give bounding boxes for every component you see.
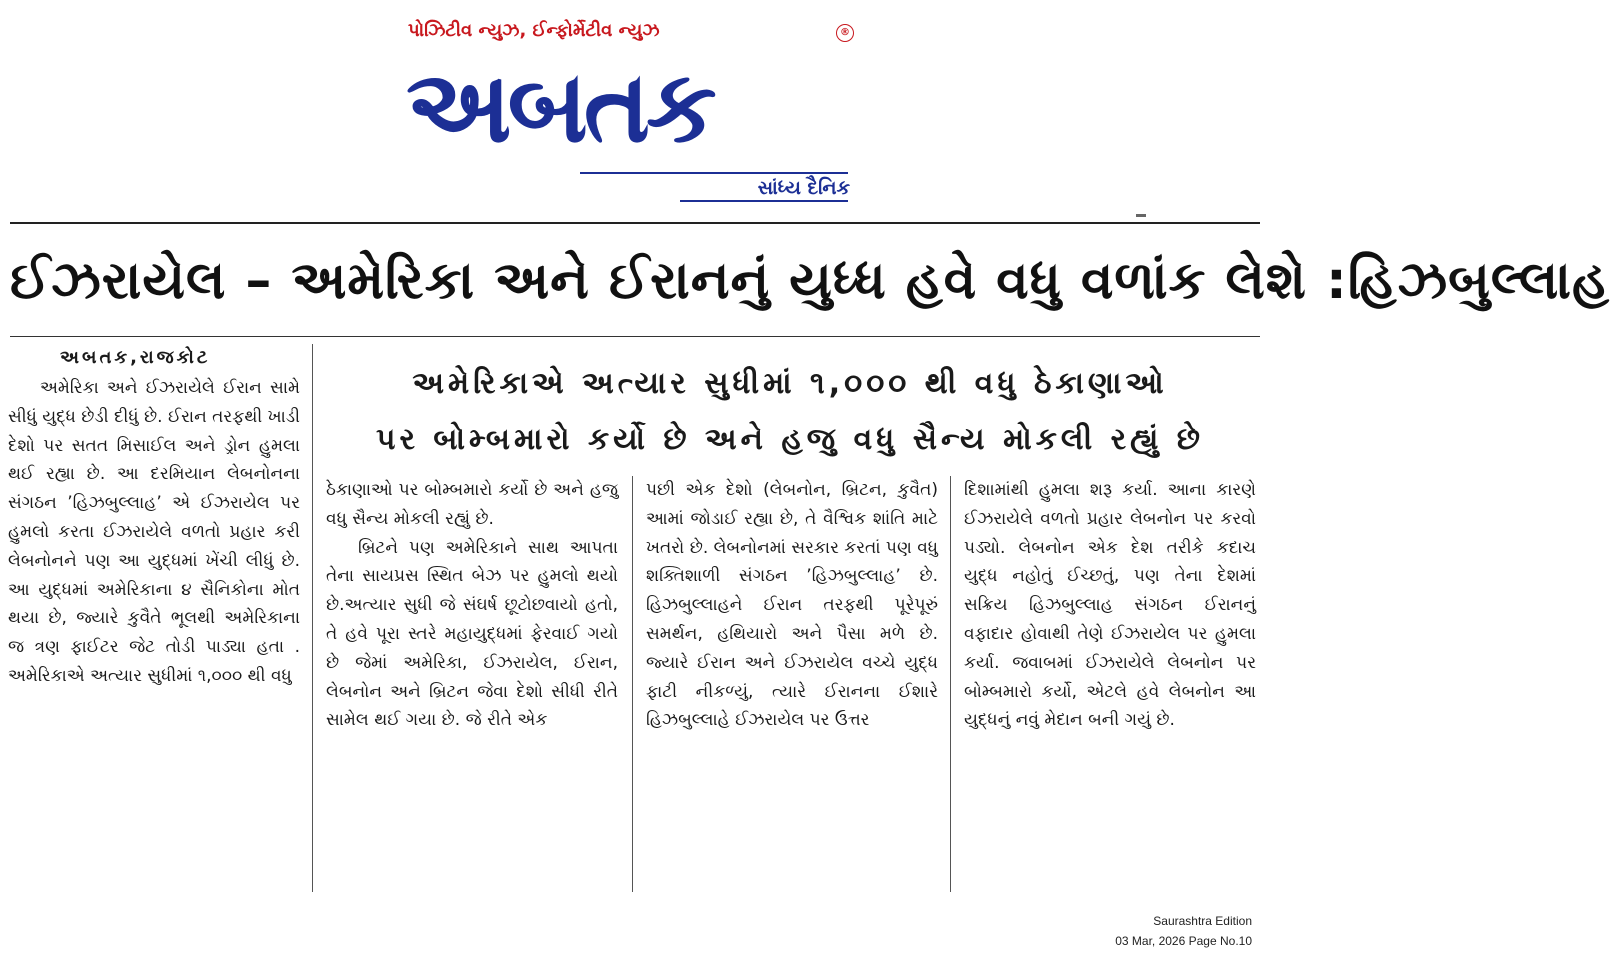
paragraph: પછી એક દેશો (લેબનોન, બ્રિટન, કુવૈત) આમાં જોડાઈ રહ્યા છે, તે વૈશ્વિક શાંતિ માટે ખતરો છે. લેબનોનમાં સરકાર કરતાં પણ વધુ શક્તિશાળી સંગઠન ’હિઝબુલ્લાહ’ છે. હિઝબુલ્લાહને ઈરાન તરફથી પૂરેપૂરું સમર્થન, હથિયારો અને પૈસા મળે છે. જ્યારે ઈરાન અને ઈઝરાયેલ વચ્ચે યુદ્ધ ફાટી નીકળ્યું, ત્યારે ઈરાનના ઈશારે હિઝબુલ્લાહે ઈઝરાયેલ પર ઉત્તર [646,480,938,731]
paragraph-text: અમેરિકા અને ઈઝરાયેલે ઈરાન સામે સીધું યુદ્ધ છેડી દીધું છે. ઈરાન તરફથી ખાડી દેશો પર સતત મિસાઈલ અને ડ્રોન હુમલા થઈ રહ્યા છે. આ દરમિયાન લેબનોનના સંગઠન ’હિઝબુલ્લાહ’ એ ઈઝરાયેલ પર હુમલો કરતા ઈઝરાયેલે વળતો પ્રહાર કરી લેબનોનને પણ આ યુદ્ધમાં ખેંચી લીધું છે. આ યુદ્ધમાં અમેરિકાના ૪ સૈનિકોના મોત થયા છે, જ્યારે કુવૈતે ભૂલથી અમેરિકાના જ ત્રણ ફાઈટર જેટ તોડી પાડ્યા હતા . અમેરિકાએ અત્યાર સુધીમાં ૧,૦૦૦ થી વધુ [8,378,300,686]
column-divider [312,344,313,892]
headline-divider [10,336,1260,337]
top-divider [10,222,1260,224]
subheadline-line-2: પર બોમ્બમારો કર્યો છે અને હજુ વધુ સૈન્ય મોકલી રહ્યું છે [375,422,1205,457]
article-headline: ઈઝરાયેલ – અમેરિકા અને ઈરાનનું યુધ્ધ હવે વધુ વળાંક લેશે :હિઝબુલ્લાહ [10,251,1610,311]
article-column-4 [964,476,1256,892]
paragraph: ઠેકાણાઓ પર બોમ્બમારો કર્યો છે અને હજુ વધુ સૈન્ય મોકલી રહ્યું છે. [326,480,618,529]
article-column-3 [646,476,938,892]
article-byline: અબતક,રાજકોટ [60,347,211,368]
corner-mark [1136,214,1146,217]
masthead-subtitle: સાંધ્ય દૈનિક [757,177,850,199]
column-divider [632,476,633,892]
subheadline-line-1: અમેરિકાએ અત્યાર સુધીમાં ૧,૦૦૦ થી વધુ ઠેકાણાઓ [412,366,1168,401]
paragraph-text: બ્રિટને પણ અમેરિકાને સાથ આપતા તેના સાયપ્રસ સ્થિત બેઝ પર હુમલો થયો છે.અત્યાર સુધી જે સંઘર્ષ છૂટોછવાયો હતો, તે હવે પૂરા સ્તરે મહાયુદ્ધમાં ફેરવાઈ ગયો છે જેમાં અમેરિકા, ઈઝરાયેલ, ઈરાન, લેબનોન અને બ્રિટન જેવા દેશો સીધી રીતે સામેલ થઈ ગયા છે. જે રીતે એક [326,537,618,731]
paragraph [8,374,300,691]
masthead [0,0,1261,222]
masthead-tagline: પોઝિટીવ ન્યુઝ, ઈન્ફોર્મેટીવ ન્યુઝ [408,20,660,41]
column-divider [950,476,951,892]
paragraph: દિશામાંથી હુમલા શરૂ કર્યા. આના કારણે ઈઝરાયેલે વળતો પ્રહાર લેબનોન પર કરવો પડ્યો. લેબનોન એક દેશ તરીકે કદાચ યુદ્ધ નહોતું ઈચ્છતું, પણ તેના દેશમાં સક્રિય હિઝબુલ્લાહ સંગઠન ઈરાનનું વફાદાર હોવાથી તેણે ઈઝરાયેલ પર હુમલા કર્યા. જવાબમાં ઈઝરાયેલે લેબનોન પર બોમ્બમારો કર્યો, એટલે હવે લેબનોન આ યુદ્ધનું નવું મેદાન બની ગયું છે. [964,480,1256,731]
logo-underline [580,172,848,174]
newspaper-logo: અબતક [406,48,713,165]
edition-label: Saurashtra Edition [1153,914,1252,928]
page-info: 03 Mar, 2026 Page No.10 [1115,934,1252,948]
paragraph [326,534,618,736]
article-column-2 [326,476,618,892]
subtitle-underline [680,200,848,202]
article-subheadline [322,356,1258,476]
article-column-1 [8,374,300,894]
registered-mark: ® [836,24,854,42]
